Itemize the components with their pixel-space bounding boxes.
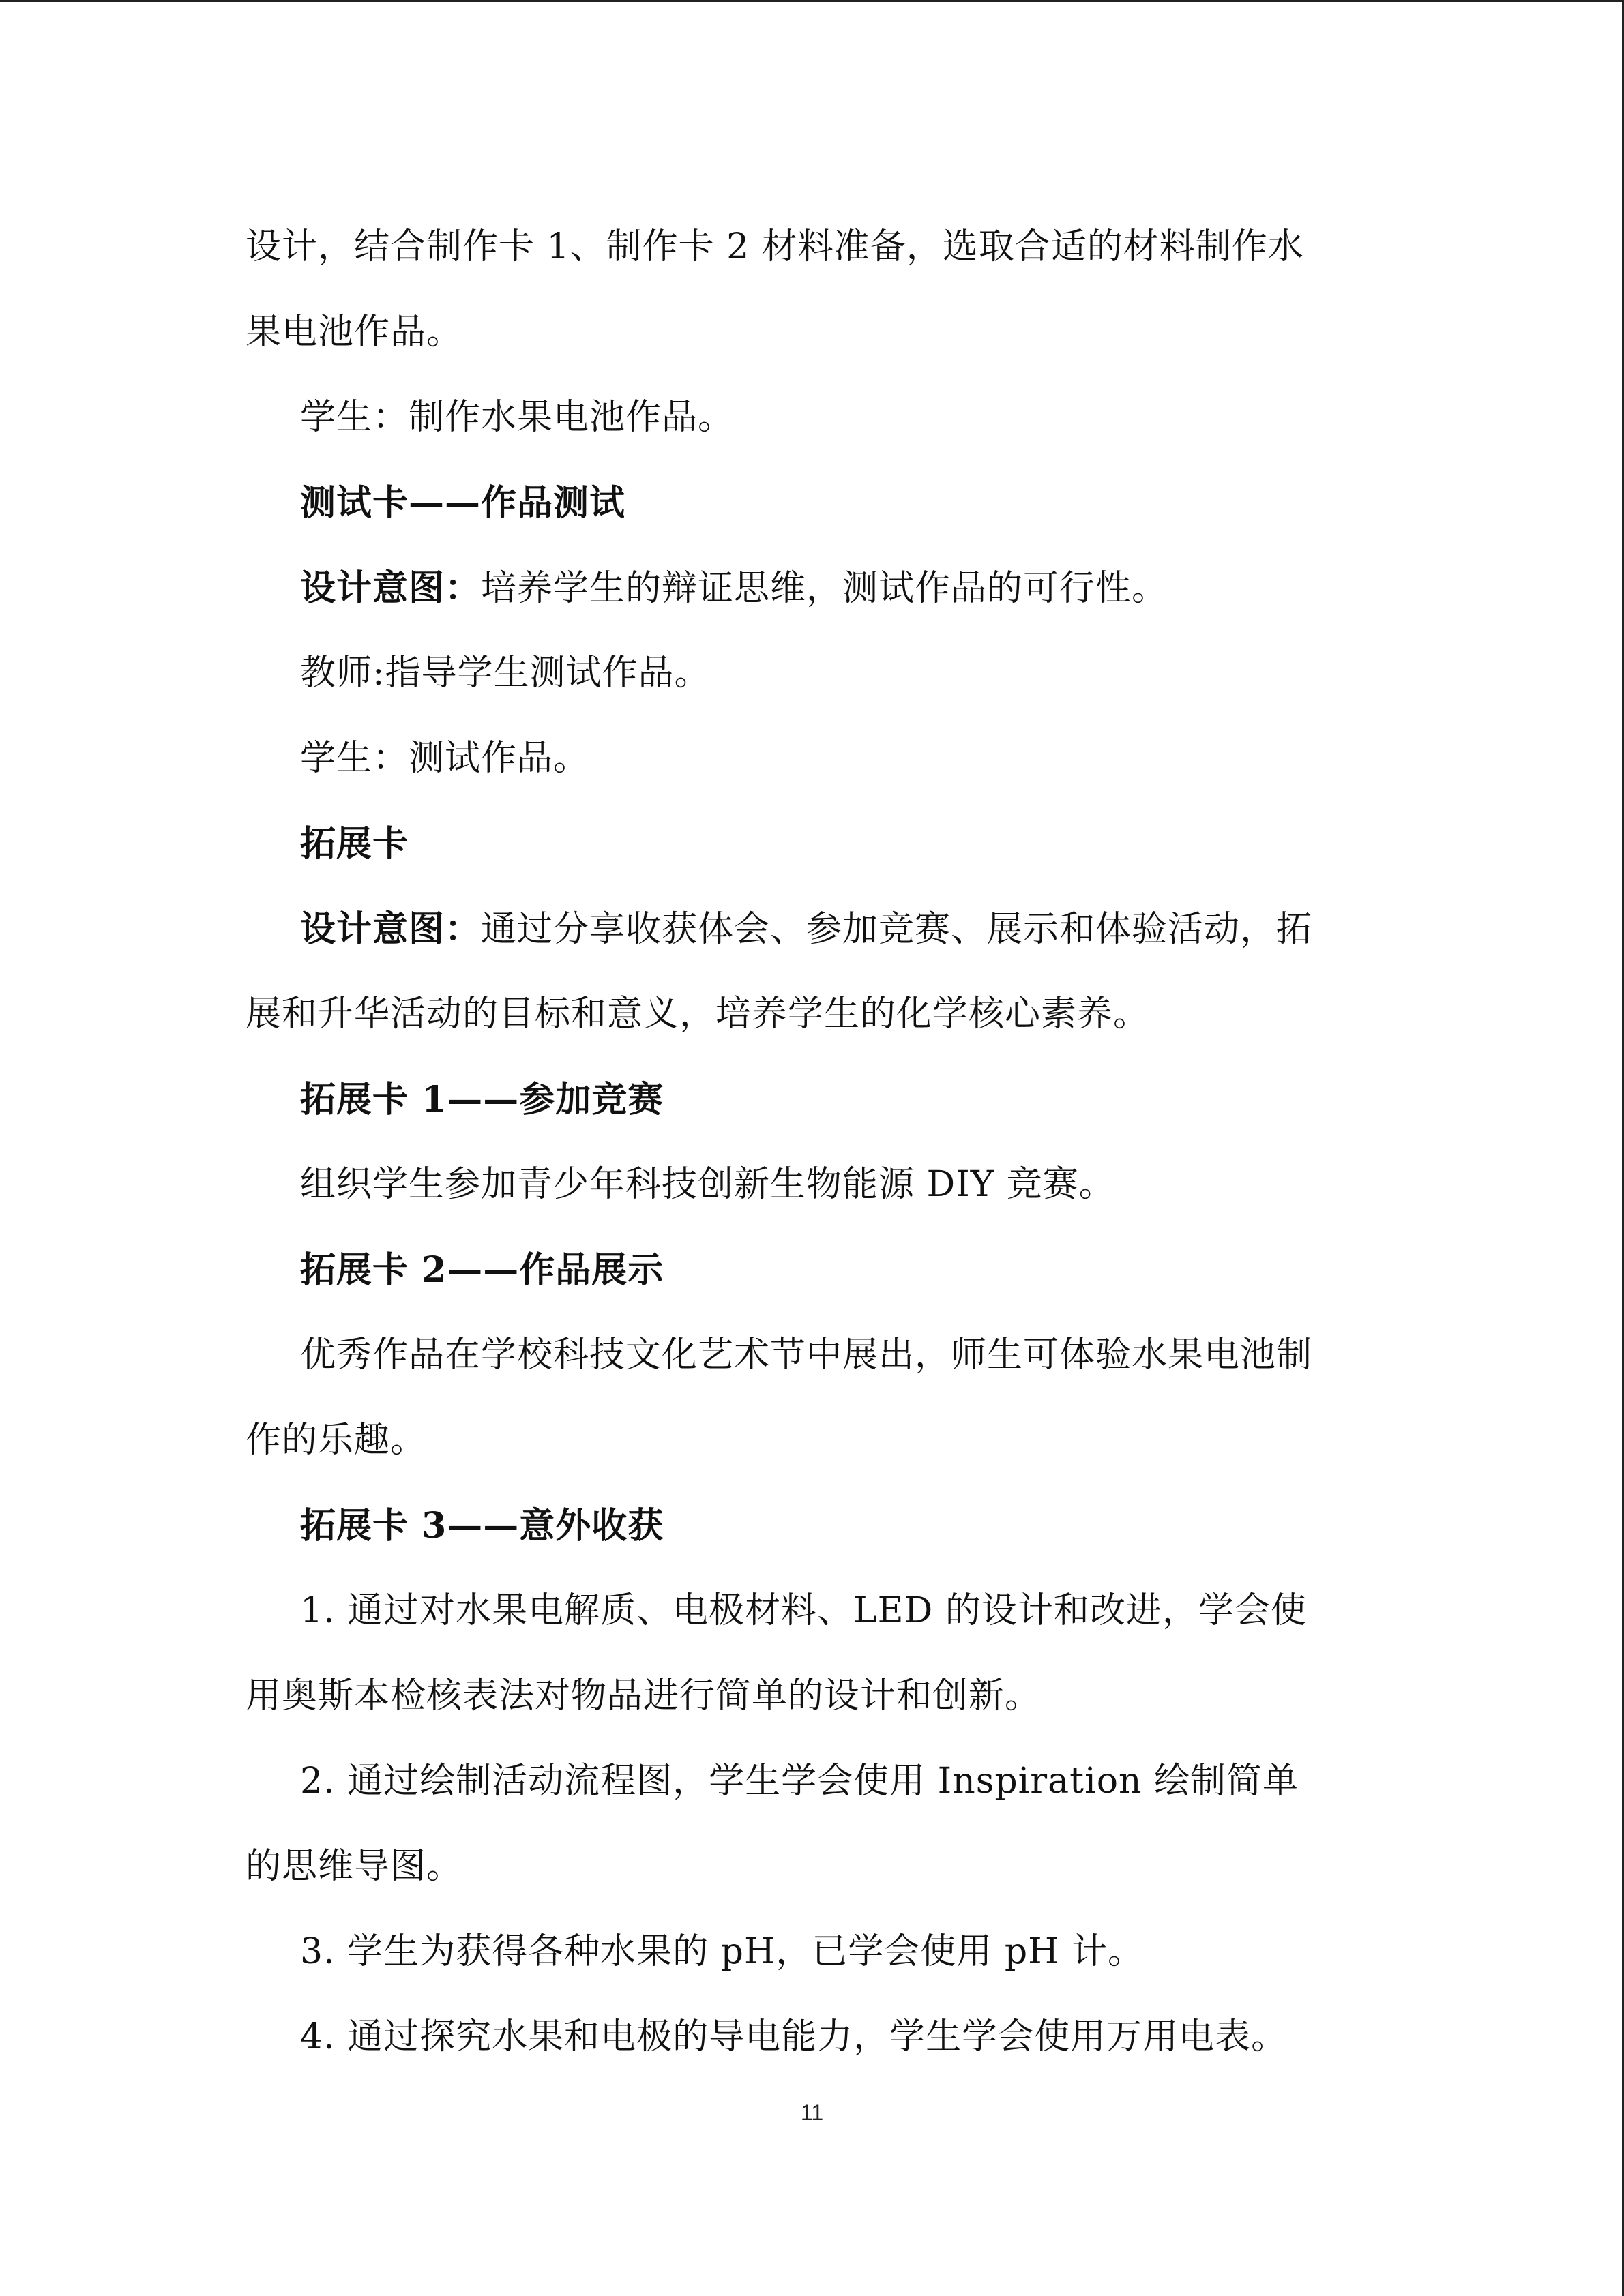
paragraph-line: 设计，结合制作卡 1、制作卡 2 材料准备，选取合适的材料制作水 xyxy=(246,226,1304,267)
design-intent-label: 设计意图： xyxy=(300,908,482,950)
list-item-3: 3. 学生为获得各种水果的 pH，已学会使用 pH 计。 xyxy=(300,1931,1145,1972)
list-item-4: 4. 通过探究水果和电极的导电能力，学生学会使用万用电表。 xyxy=(300,2016,1288,2057)
document-body xyxy=(246,205,1371,2080)
paragraph-line: 果电池作品。 xyxy=(246,312,463,353)
design-intent-text: 培养学生的辩证思维，测试作品的可行性。 xyxy=(481,568,1168,609)
section-heading-extension-card-2: 拓展卡 2——作品展示 xyxy=(300,1249,664,1291)
list-item-1: 1. 通过对水果电解质、电极材料、LED 的设计和改进，学会使 xyxy=(300,1590,1307,1631)
section-heading-extension-card-1: 拓展卡 1——参加竞赛 xyxy=(300,1079,664,1120)
list-item-1-continuation: 用奥斯本检核表法对物品进行简单的设计和创新。 xyxy=(246,1675,1042,1716)
section-heading-extension-card: 拓展卡 xyxy=(300,823,409,865)
paragraph-line: 学生：测试作品。 xyxy=(300,738,590,779)
design-intent-label: 设计意图： xyxy=(300,567,482,609)
paragraph-line: 教师:指导学生测试作品。 xyxy=(300,653,711,694)
paragraph-line: 学生：制作水果电池作品。 xyxy=(300,397,735,438)
design-intent-line xyxy=(246,546,1371,631)
list-item-2-continuation: 的思维导图。 xyxy=(246,1846,463,1887)
design-intent-text: 通过分享收获体会、参加竞赛、展示和体验活动，拓 xyxy=(481,909,1313,950)
paragraph-line: 组织学生参加青少年科技创新生物能源 DIY 竞赛。 xyxy=(300,1164,1115,1205)
list-item-2: 2. 通过绘制活动流程图，学生学会使用 Inspiration 绘制简单 xyxy=(300,1761,1299,1802)
paragraph-line: 优秀作品在学校科技文化艺术节中展出，师生可体验水果电池制 xyxy=(300,1335,1313,1375)
page-number: 11 xyxy=(800,2100,824,2125)
section-heading-extension-card-3: 拓展卡 3——意外收获 xyxy=(300,1505,664,1547)
paragraph-line: 展和升华活动的目标和意义，培养学生的化学核心素养。 xyxy=(246,994,1150,1034)
design-intent-line xyxy=(246,886,1371,972)
section-heading-test-card: 测试卡——作品测试 xyxy=(300,482,626,524)
paragraph-line: 作的乐趣。 xyxy=(246,1420,427,1461)
